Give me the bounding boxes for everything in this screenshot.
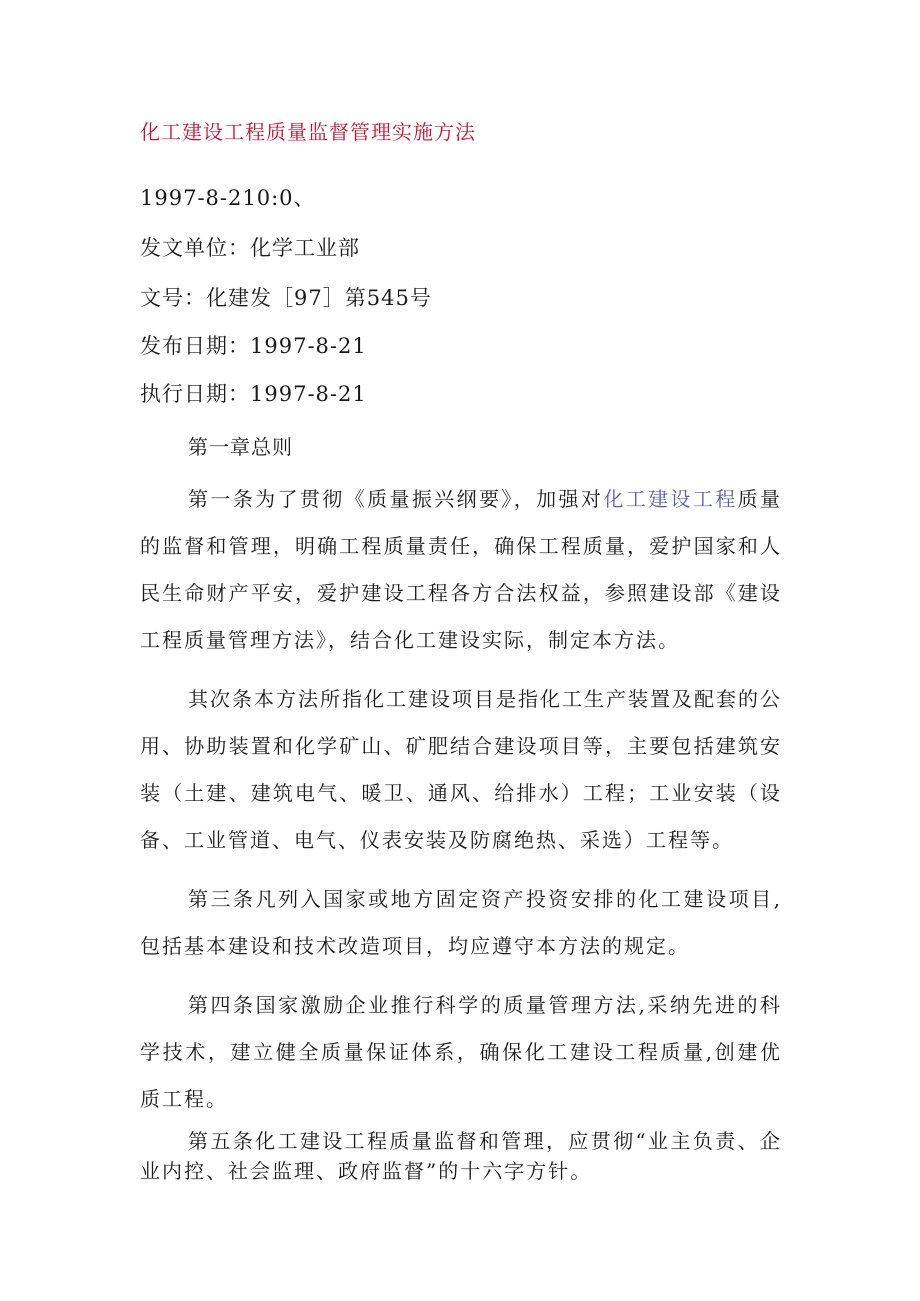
article-1	[140, 476, 782, 664]
meta-doc-number: 文号：化建发［97］第545号	[140, 286, 432, 310]
meta-datetime: 1997-8-210:0、	[140, 186, 316, 210]
article-1-link[interactable]: 化工建设工程	[603, 487, 738, 511]
article-4: 第四条国家激励企业推行科学的质量管理方法,采纳先进的科学技术，建立健全质量保证体系，确保化工建设工程质量,创建优质工程。	[140, 993, 782, 1111]
meta-issuer: 发文单位：化学工业部	[140, 236, 360, 260]
meta-effective-date: 执行日期：1997-8-21	[140, 382, 367, 406]
article-2: 其次条本方法所指化工建设项目是指化工生产装置及配套的公用、协助装置和化学矿山、矿肥结合建设项目等，主要包括建筑安装（土建、建筑电气、暖卫、通风、给排水）工程；工业安装（设备、工业管道、电气、仪表安装及防腐绝热、采选）工程等。	[140, 687, 782, 852]
article-1-text-before: 第一条为了贯彻《质量振兴纲要》，加强对	[188, 487, 604, 511]
article-5: 第五条化工建设工程质量监督和管理，应贯彻“业主负责、企业内控、社会监理、政府监督”的十六字方针。	[140, 1129, 782, 1183]
article-3: 第三条凡列入国家或地方固定资产投资安排的化工建设项目,包括基本建设和技术改造项目，均应遵守本方法的规定。	[140, 887, 782, 958]
chapter-title: 第一章总则	[188, 435, 293, 459]
article-1-text-after: 质量的监督和管理，明确工程质量责任，确保工程质量，爱护国家和人民生命财产平安，爱护建设工程各方合法权益，参照建设部《建设工程质量管理方法》，结合化工建设实际，制定本方法。	[140, 487, 783, 652]
document-title: 化工建设工程质量监督管理实施方法	[140, 120, 476, 144]
meta-publish-date: 发布日期：1997-8-21	[140, 334, 367, 358]
